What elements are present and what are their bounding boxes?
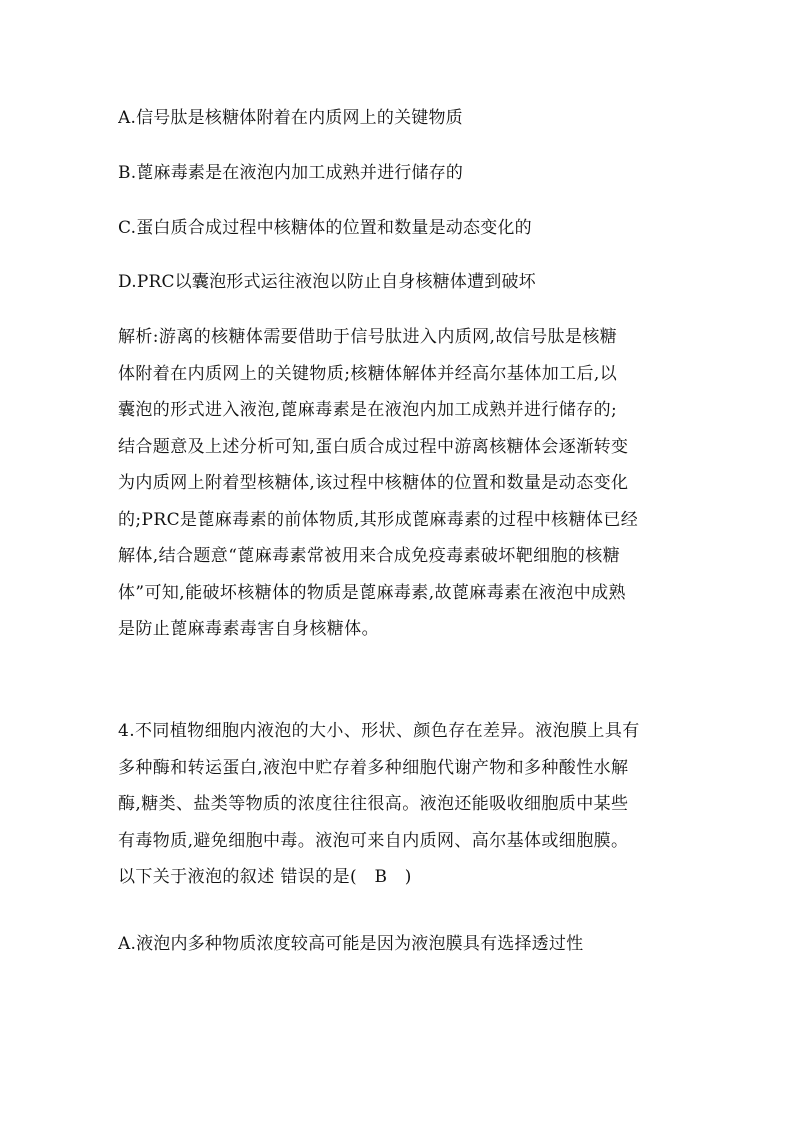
question-line: 4.不同植物细胞内液泡的大小、形状、颜色存在差异。液泡膜上具有 (118, 721, 640, 741)
question-line: 有毒物质,避免细胞中毒。液泡可来自内质网、高尔基体或细胞膜。 (118, 830, 629, 851)
question-line: 多种酶和转运蛋白,液泡中贮存着多种细胞代谢产物和多种酸性水解 (118, 757, 629, 778)
option-b: B.蓖麻毒素是在液泡内加工成熟并进行储存的 (118, 163, 464, 183)
analysis-line: 是防止蓖麻毒素毒害自身核糖体。 (118, 619, 379, 639)
option-d: D.PRC以囊泡形式运往液泡以防止自身核糖体遭到破坏 (118, 272, 536, 292)
analysis-line: 体附着在内质网上的关键物质;核糖体解体并经高尔基体加工后,以 (118, 363, 618, 384)
analysis-paragraph (118, 319, 678, 648)
question-stem-suffix: ) (404, 867, 412, 887)
question-line: 酶,糖类、盐类等物质的浓度往往很高。液泡还能吸收细胞质中某些 (118, 794, 629, 814)
analysis-line: 为内质网上附着型核糖体,该过程中核糖体的位置和数量是动态变化 (118, 473, 629, 493)
option-a: A.信号肽是核糖体附着在内质网上的关键物质 (118, 108, 463, 128)
question-4 (118, 713, 678, 896)
analysis-line: 结合题意及上述分析可知,蛋白质合成过程中游离核糖体会逐渐转变 (118, 436, 629, 457)
analysis-line: 囊泡的形式进入液泡,蓖麻毒素是在液泡内加工成熟并进行储存的; (118, 400, 618, 420)
option-c: C.蛋白质合成过程中核糖体的位置和数量是动态变化的 (118, 218, 532, 238)
analysis-line: 解体,结合题意“蓖麻毒素常被用来合成免疫毒素破坏靶细胞的核糖 (118, 546, 621, 566)
analysis-line: 体”可知,能破坏核糖体的物质是蓖麻毒素,故蓖麻毒素在液泡中成熟 (118, 582, 626, 603)
answer-letter: B (374, 867, 388, 887)
analysis-line: 的;PRC是蓖麻毒素的前体物质,其形成蓖麻毒素的过程中核糖体已经 (118, 509, 639, 530)
analysis-line: 解析:游离的核糖体需要借助于信号肽进入内质网,故信号肽是核糖 (118, 327, 618, 347)
question-stem-prefix: 以下关于液泡的叙述 错误的是( (118, 867, 358, 887)
option-a-q4: A.液泡内多种物质浓度较高可能是因为液泡膜具有选择透过性 (118, 934, 584, 954)
question-stem (118, 859, 678, 896)
